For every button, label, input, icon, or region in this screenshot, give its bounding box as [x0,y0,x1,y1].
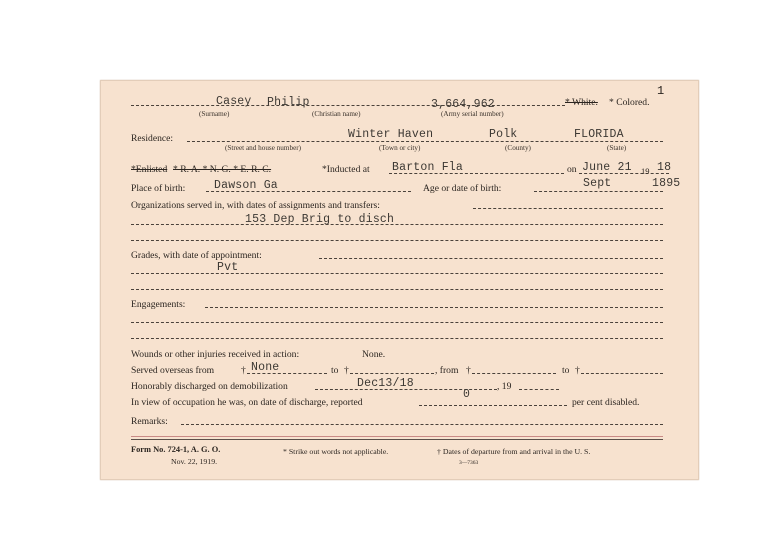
disability-value: 0 [463,388,471,401]
form-date: Nov. 22, 1919. [171,457,218,466]
overseas-to-label: to [331,365,339,376]
overseas-from-label: , from [435,365,459,376]
overseas-value: None [251,361,280,374]
surname-value: Casey [216,95,252,108]
induction-year-prefix: 19 [641,166,650,176]
birth-year-value: 1895 [652,177,681,190]
christian-caption: (Christian name) [312,110,361,118]
county-caption: (County) [505,144,531,152]
card-number: 1 [657,84,665,98]
organizations-label: Organizations served in, with dates of assignments and transfers: [131,200,380,211]
rule-line-dark [131,439,663,440]
rule-line-red [131,436,663,437]
city-caption: (Town or city) [379,144,421,152]
serial-value: 3,664,962 [431,98,495,111]
disability-label: In view of occupation he was, on date of discharge, reported [131,397,363,408]
overseas-dagger-3: † [466,365,471,376]
overseas-to-line-2 [581,373,663,374]
christian-name-value: Philip [267,96,310,109]
print-code: 3—7363 [459,460,479,466]
street-caption: (Street and house number) [225,144,302,152]
wounds-value: None. [362,349,386,360]
organizations-line-3 [131,240,663,241]
discharge-value: Dec13/18 [357,377,414,390]
engagements-line-1 [205,307,663,308]
enlistment-options: * R. A. * N. G. * E. R. C. [173,164,272,175]
overseas-from-line-2 [472,373,556,374]
enlisted-label: *Enlisted [131,164,168,175]
surname-caption: (Surname) [199,110,230,118]
disability-line [419,405,567,406]
discharge-year-line [519,389,559,390]
grades-value: Pvt [217,261,239,274]
overseas-to-label-2: to [562,365,570,376]
organizations-value: 153 Dep Brig to disch [245,213,395,226]
birthdate-label: Age or date of birth: [423,183,502,194]
induction-year-value: 18 [657,161,672,174]
serial-caption: (Army serial number) [441,110,504,118]
grades-line-1 [319,258,663,259]
induction-date-value: June 21 [582,161,632,174]
residence-state-value: FLORIDA [574,128,624,141]
engagements-line-3 [131,338,663,339]
engagements-line-2 [131,322,663,323]
birthplace-value: Dawson Ga [214,179,278,192]
inducted-value: Barton Fla [392,161,464,174]
colored-label: * Colored. [609,97,650,108]
state-caption: (State) [607,144,627,152]
residence-label: Residence: [131,133,174,144]
inducted-label: *Inducted at [322,164,370,175]
name-line [131,105,565,106]
birth-month-value: Sept [583,177,612,190]
white-label: * White. [565,97,598,108]
grades-label: Grades, with date of appointment: [131,250,262,261]
residence-county-value: Polk [489,128,518,141]
overseas-to-line [350,373,434,374]
birthdate-line [534,191,663,192]
overseas-dagger-1: † [241,365,246,376]
birthplace-label: Place of birth: [131,183,186,194]
dagger-note: † Dates of departure from and arrival in the U. S. [437,447,591,456]
overseas-label: Served overseas from [131,365,215,376]
strike-note: * Strike out words not applicable. [283,447,389,456]
engagements-label: Engagements: [131,299,186,310]
residence-city-value: Winter Haven [348,128,434,141]
wounds-label: Wounds or other injuries received in action: [131,349,300,360]
grades-line-3 [131,289,663,290]
organizations-line-2 [131,224,663,225]
overseas-dagger-4: † [575,365,580,376]
residence-line [187,141,663,142]
discharge-year-prefix: , 19 [497,381,512,392]
remarks-label: Remarks: [131,416,168,427]
discharge-label: Honorably discharged on demobilization [131,381,288,392]
overseas-dagger-2: † [344,365,349,376]
form-number: Form No. 724-1, A. G. O. [131,445,221,454]
organizations-line-1 [473,208,663,209]
remarks-line-1 [181,424,663,425]
grades-line-2 [131,273,663,274]
disability-suffix: per cent disabled. [572,397,640,408]
service-record-card [100,80,699,480]
on-label: on [567,164,577,175]
